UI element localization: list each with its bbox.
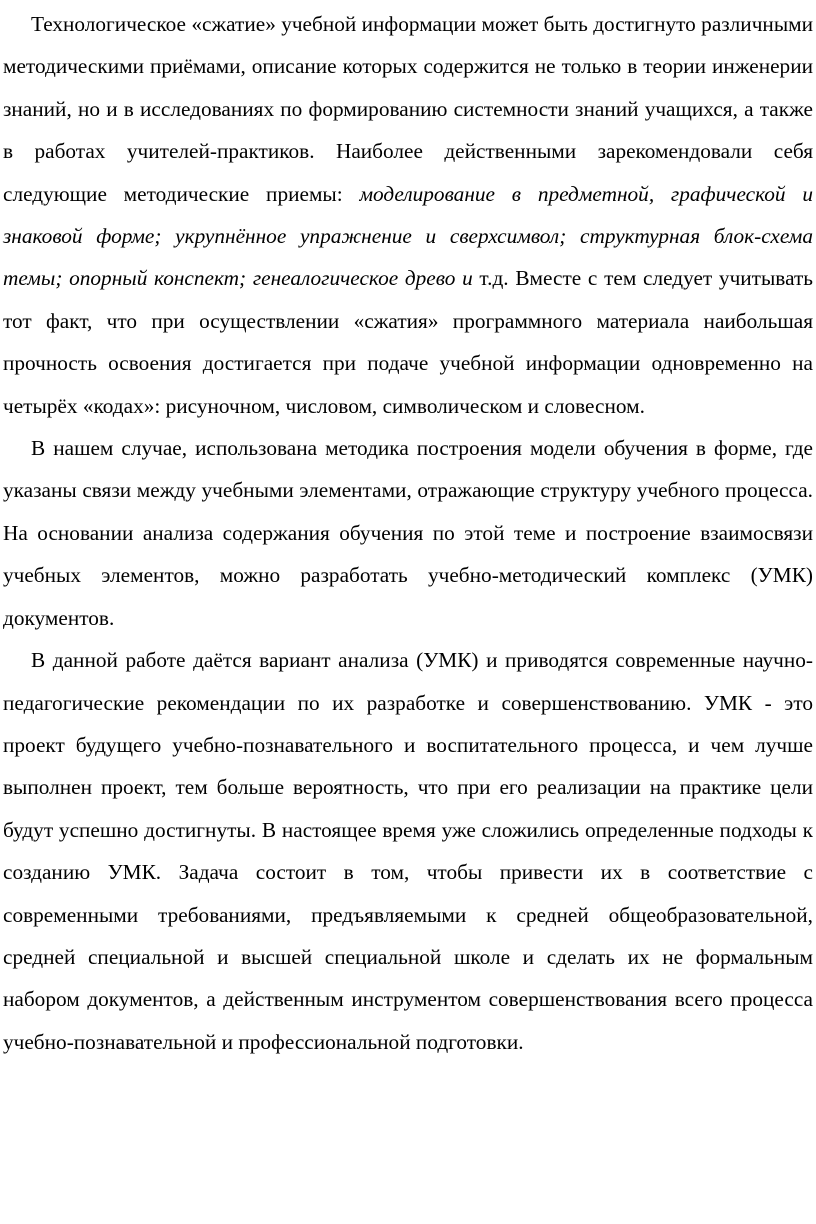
paragraph-1-text-end: т.д. Вместе с тем следует учитывать тот факт, что при осуществлении «сжатия» программного материала наибольшая прочность освоения достигается при подаче учебной информации одновременно на четырёх «кодах»: рисуночном, числовом, символическом и словесном. — [3, 266, 813, 418]
paragraph-umk-analysis: В данной работе даётся вариант анализа (УМК) и приводятся современные научно-педагогические рекомендации по их разработке и совершенствованию. УМК - это проект будущего учебно-познавательного и воспитательного процесса, и чем лучше выполнен проект, тем больше вероятность, что при его реализации на практике цели будут успешно достигнуты. В настоящее время уже сложились определенные подходы к созданию УМК. Задача состоит в том, чтобы привести их в соответствие с современными требованиями, предъявляемыми к средней общеобразовательной, средней специальной и высшей специальной школе и сделать их не формальным набором документов, а действенным инструментом совершенствования всего процесса учебно-познавательной и профессиональной подготовки. — [3, 648, 813, 1054]
paragraph-1-text-start: Технологическое «сжатие» учебной информации может быть достигнуто различными методическими приёмами, описание которых содержится не только в теории инженерии знаний, но и в исследованиях по формированию системности знаний учащихся, а также в работах учителей-практиков. Наиболее действенными зарекомендовали себя следующие методические приемы: — [3, 12, 813, 206]
paragraph-learning-model: В нашем случае, использована методика построения модели обучения в форме, где указаны связи между учебными элементами, отражающие структуру учебного процесса. На основании анализа содержания обучения по этой теме и построение взаимосвязи учебных элементов, можно разработать учебно-методический комплекс (УМК) документов. — [3, 436, 813, 630]
paragraph-1-italic-methods: моделирование в предметной, графической и знаковой форме; укрупнённое упражнение и сверхсимвол; структурная блок-схема темы; опорный конспект; генеалогическое древо и — [3, 181, 813, 291]
paragraph-compression-methods — [3, 3, 813, 427]
